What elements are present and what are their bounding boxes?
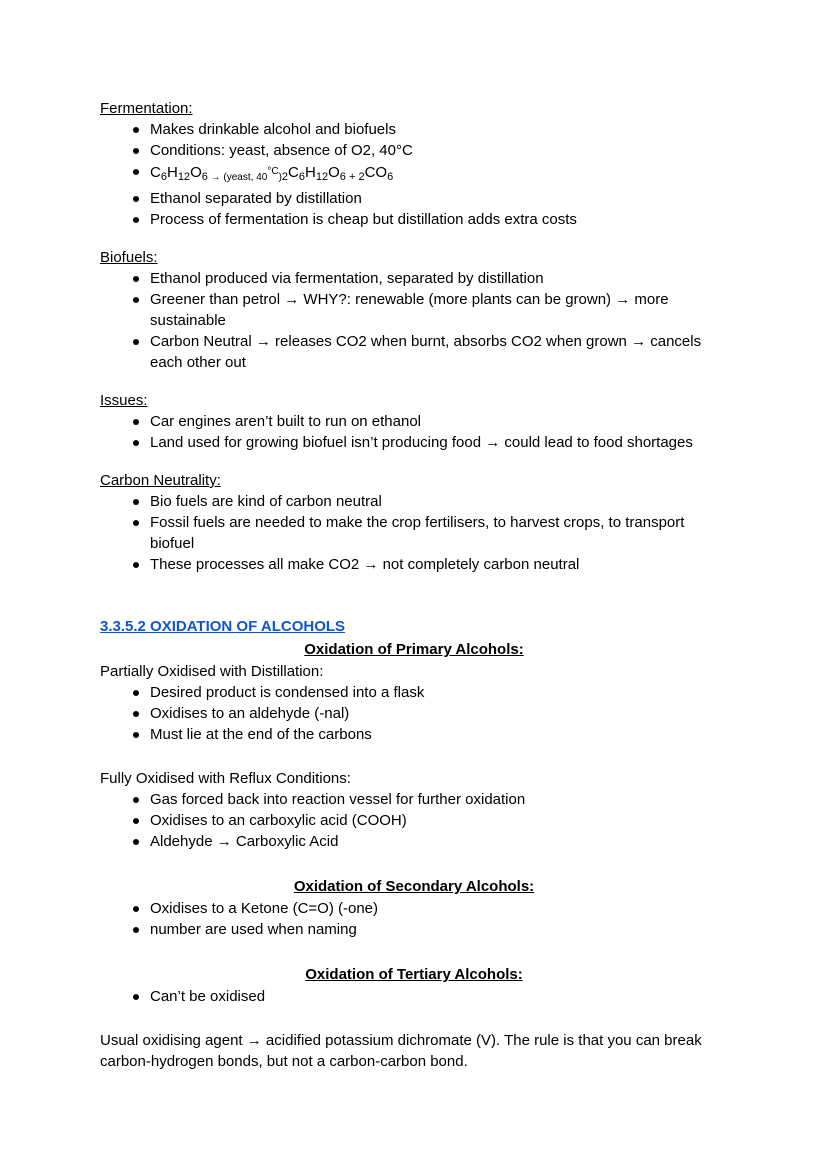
bullet-text: Car engines aren’t built to run on ethanol xyxy=(150,413,422,430)
bullet-item xyxy=(128,682,728,703)
tertiary-alcohols-bullet-list xyxy=(100,986,728,1007)
formula-part: ) xyxy=(278,172,282,183)
fermentation-bullet-list xyxy=(100,119,728,230)
bullet-text: Bio fuels are kind of carbon neutral xyxy=(150,493,382,510)
bullet-item xyxy=(128,810,728,831)
section-biofuels xyxy=(100,247,728,373)
formula-part: 6 xyxy=(298,171,305,183)
formula-part: C xyxy=(150,164,161,181)
formula-part: 6 xyxy=(339,171,346,183)
bullet-text: Conditions: yeast, absence of O2, 40°C xyxy=(150,142,413,159)
chemical-equation xyxy=(128,161,728,188)
formula-part: 6 xyxy=(387,171,394,183)
formula-part: °C xyxy=(267,166,279,177)
section-carbon-neutrality xyxy=(100,470,728,575)
formula-part: H xyxy=(305,164,316,181)
secondary-alcohols-bullet-list xyxy=(100,898,728,940)
formula-part: O xyxy=(190,164,202,181)
bullet-text: Greener than petrol → WHY?: renewable (more plants can be grown) → more sustainable xyxy=(150,291,669,329)
bullet-text: Carbon Neutral → releases CO2 when burnt, absorbs CO2 when grown → cancels each other out xyxy=(150,333,702,371)
bullet-text: Ethanol produced via fermentation, separated by distillation xyxy=(150,270,544,287)
closing-paragraph: Usual oxidising agent → acidified potassium dichromate (V). The rule is that you can break carbon-hydrogen bonds, but not a carbon-carbon bond. xyxy=(100,1032,702,1070)
bullet-text: Oxidises to an aldehyde (-nal) xyxy=(150,705,350,722)
formula-part: + xyxy=(345,171,359,183)
bullet-item xyxy=(128,289,728,331)
section-heading-biofuels: Biofuels: xyxy=(100,249,158,266)
bullet-item xyxy=(128,411,728,432)
bullet-text: Must lie at the end of the carbons xyxy=(150,726,372,743)
bullet-text: Gas forced back into reaction vessel for further oxidation xyxy=(150,791,526,808)
bullet-item xyxy=(128,831,728,852)
issues-bullet-list xyxy=(100,411,728,453)
formula-part: O xyxy=(328,164,340,181)
formula-part: 12 xyxy=(315,171,329,183)
formula-part: H xyxy=(166,164,178,181)
bullet-item xyxy=(128,491,728,512)
section-heading-issues: Issues: xyxy=(100,392,148,409)
bullet-text: Makes drinkable alcohol and biofuels xyxy=(150,121,396,138)
bullet-text: Can’t be oxidised xyxy=(150,988,266,1005)
carbon-neutrality-bullet-list xyxy=(100,491,728,575)
bullet-text: Land used for growing biofuel isn’t producing food → could lead to food shortages xyxy=(150,434,693,451)
bullet-text: Oxidises to an carboxylic acid (COOH) xyxy=(150,812,407,829)
bullet-item xyxy=(128,119,728,140)
full-oxidation-bullet-list xyxy=(100,789,728,852)
bullet-item xyxy=(128,724,728,745)
bullet-item xyxy=(128,986,728,1007)
full-oxidation-label: Fully Oxidised with Reflux Conditions: xyxy=(100,770,351,787)
section-issues xyxy=(100,390,728,453)
biofuels-bullet-list xyxy=(100,268,728,373)
bullet-text: Aldehyde → Carboxylic Acid xyxy=(150,833,339,850)
bullet-item xyxy=(128,140,728,161)
bullet-item xyxy=(128,209,728,230)
bullet-text: Oxidises to a Ketone (C=O) (-one) xyxy=(150,900,379,917)
bullet-item xyxy=(128,919,728,940)
formula-part: CO xyxy=(364,164,388,181)
bullet-item xyxy=(128,188,728,209)
bullet-item xyxy=(128,703,728,724)
bullet-item xyxy=(128,268,728,289)
partial-oxidation-bullet-list xyxy=(100,682,728,745)
bullet-text: These processes all make CO2 → not completely carbon neutral xyxy=(150,556,580,573)
tertiary-alcohols-heading: Oxidation of Tertiary Alcohols: xyxy=(305,966,523,983)
bullet-text: Desired product is condensed into a flask xyxy=(150,684,425,701)
bullet-text: number are used when naming xyxy=(150,921,357,938)
bullet-text: Process of fermentation is cheap but distillation adds extra costs xyxy=(150,211,577,228)
formula-part: 2 xyxy=(358,171,365,183)
partial-oxidation-label: Partially Oxidised with Distillation: xyxy=(100,663,324,680)
oxidation-of-alcohols-link-heading[interactable]: 3.3.5.2 OXIDATION OF ALCOHOLS xyxy=(100,618,346,635)
primary-alcohols-heading: Oxidation of Primary Alcohols: xyxy=(304,641,524,658)
formula-part: → (yeast, 40 xyxy=(207,172,268,183)
section-fermentation xyxy=(100,98,728,230)
formula-part: 6 xyxy=(201,171,208,183)
bullet-item xyxy=(128,512,728,554)
bullet-text: Ethanol separated by distillation xyxy=(150,190,362,207)
section-heading-carbon-neutrality: Carbon Neutrality: xyxy=(100,472,221,489)
formula-part: C xyxy=(288,164,299,181)
formula-part: 12 xyxy=(177,171,191,183)
secondary-alcohols-heading: Oxidation of Secondary Alcohols: xyxy=(293,878,535,895)
bullet-item xyxy=(128,898,728,919)
section-heading-fermentation: Fermentation: xyxy=(100,100,193,117)
formula-part: 2 xyxy=(281,171,289,183)
bullet-text: Fossil fuels are needed to make the crop fertilisers, to harvest crops, to transport biofuel xyxy=(150,514,685,552)
bullet-item xyxy=(128,789,728,810)
bullet-item xyxy=(128,432,728,453)
bullet-item xyxy=(128,331,728,373)
bullet-item xyxy=(128,554,728,575)
formula-part: 6 xyxy=(160,171,167,183)
